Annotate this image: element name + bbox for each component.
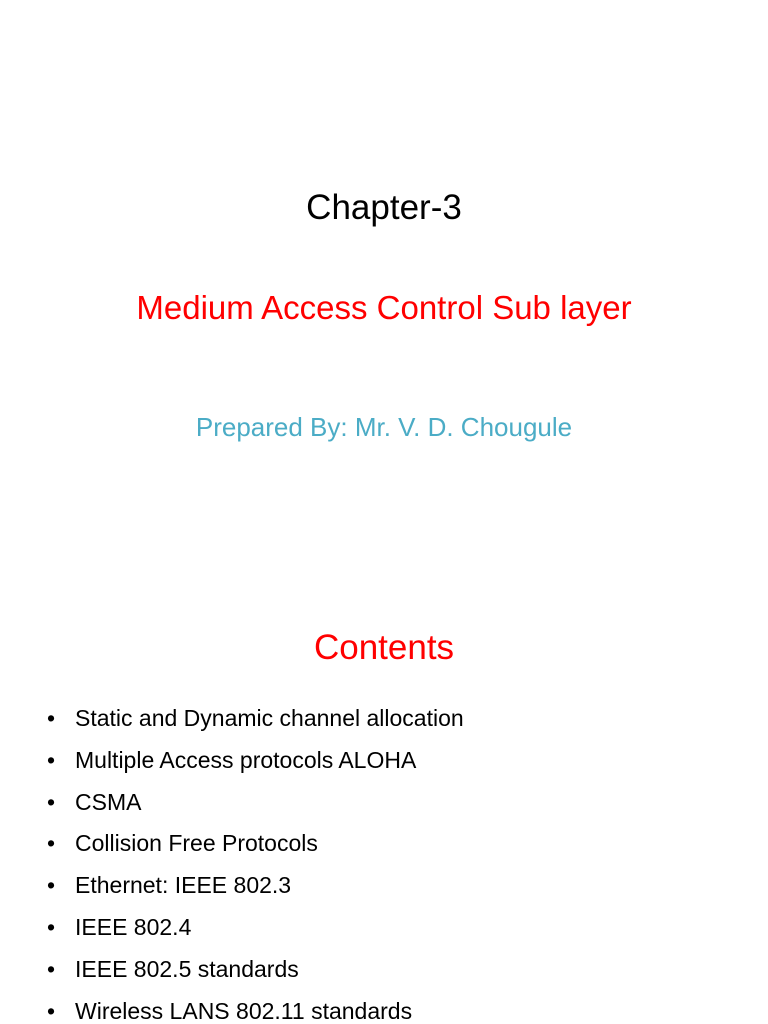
list-item-text: Static and Dynamic channel allocation (75, 705, 464, 731)
list-item-text: IEEE 802.5 standards (75, 955, 299, 982)
list-item-text: CSMA (75, 788, 142, 815)
bullet-icon: • (47, 746, 56, 773)
contents-heading: Contents (313, 628, 455, 667)
bullet-icon: • (47, 955, 56, 982)
bullet-icon: • (47, 830, 56, 857)
author-line: Prepared By: Mr. V. D. Chougule (195, 412, 573, 442)
list-item-text: IEEE 802.4 (75, 913, 192, 940)
list-item-text: Wireless LANS 802.11 standards (75, 997, 413, 1024)
bullet-icon: • (47, 913, 56, 940)
bullet-icon: • (47, 705, 56, 731)
bullet-icon: • (47, 788, 56, 815)
bullet-icon: • (47, 997, 56, 1024)
contents-slide (0, 576, 768, 1024)
chapter-title: Chapter-3 (306, 188, 462, 227)
list-item-text: Multiple Access protocols ALOHA (75, 746, 417, 773)
bullet-icon: • (47, 872, 56, 899)
slide-subtitle: Medium Access Control Sub layer (136, 289, 632, 326)
list-item-text: Ethernet: IEEE 802.3 (75, 872, 292, 899)
list-item-text: Collision Free Protocols (75, 830, 318, 857)
